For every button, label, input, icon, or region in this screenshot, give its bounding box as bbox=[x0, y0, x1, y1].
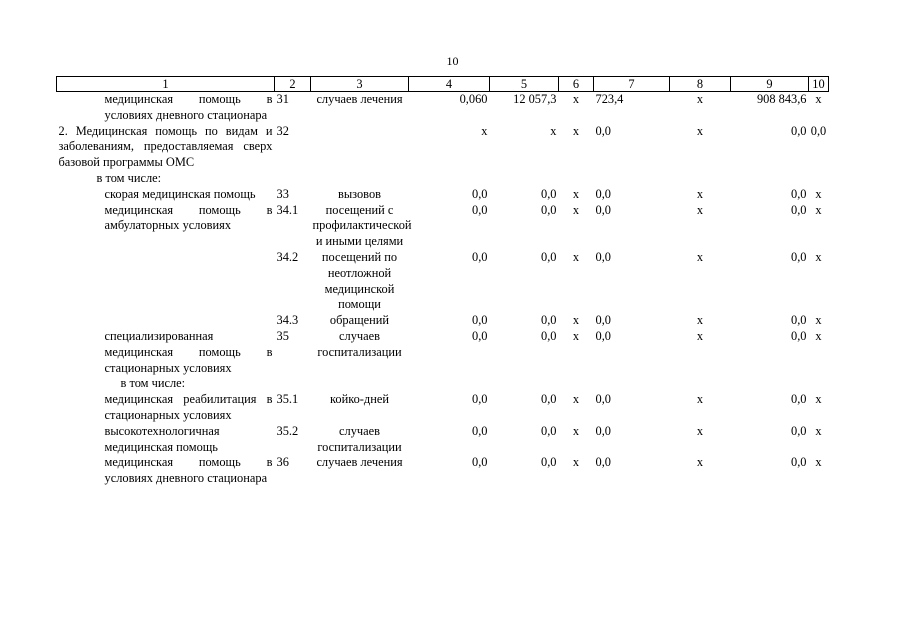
cell-col-5: 0,0 bbox=[541, 249, 557, 264]
cell-col-7 bbox=[594, 376, 670, 392]
cell-col-7: 0,0 bbox=[595, 455, 611, 470]
cell-col-6: x bbox=[572, 92, 580, 106]
cell-col-5: 0,0 bbox=[541, 313, 557, 328]
cell-col-5: 0,0 bbox=[541, 423, 557, 438]
header-col-8: 8 bbox=[670, 77, 731, 92]
cell-col-8: x bbox=[696, 455, 704, 470]
row-unit: случаев лечения bbox=[316, 92, 403, 106]
cell-col-5 bbox=[490, 171, 559, 187]
cell-col-10: x bbox=[815, 423, 822, 438]
row-number: 31 bbox=[276, 92, 289, 106]
cell-col-6: x bbox=[572, 313, 580, 328]
cell-col-4: 0,0 bbox=[472, 186, 488, 201]
cell-col-10: x bbox=[815, 328, 822, 343]
cell-col-9: 908 843,6 bbox=[756, 92, 807, 106]
cell-col-8: x bbox=[696, 186, 704, 201]
cell-col-10 bbox=[809, 376, 829, 392]
cell-col-9: 0,0 bbox=[791, 328, 807, 343]
row-label: медицинская реабилитация в стационарных условиях bbox=[104, 392, 273, 422]
cell-col-4 bbox=[409, 376, 490, 392]
cell-col-5: 12 057,3 bbox=[513, 92, 557, 106]
row-number: 34.2 bbox=[276, 249, 299, 264]
header-row bbox=[57, 77, 829, 92]
cell-col-7: 0,0 bbox=[595, 249, 611, 264]
cell-col-4: 0,0 bbox=[472, 313, 488, 328]
row-label: специализированная медицинская помощь в стационарных условиях bbox=[104, 328, 273, 375]
row-label bbox=[57, 313, 275, 329]
cell-col-8: x bbox=[696, 202, 704, 217]
cell-col-5: 0,0 bbox=[541, 392, 557, 407]
header-col-6: 6 bbox=[559, 77, 594, 92]
page-number: 10 bbox=[446, 54, 459, 68]
row-number: 35.2 bbox=[276, 423, 299, 438]
cell-col-7: 0,0 bbox=[595, 328, 611, 343]
cell-col-4: x bbox=[481, 123, 488, 138]
header-col-7: 7 bbox=[594, 77, 670, 92]
cell-col-4: 0,0 bbox=[472, 455, 488, 470]
row-number: 36 bbox=[276, 455, 289, 470]
cell-col-6: x bbox=[572, 455, 580, 470]
row-number: 34.3 bbox=[276, 313, 299, 328]
cell-col-8: x bbox=[696, 423, 704, 438]
cell-col-8 bbox=[670, 376, 731, 392]
cell-col-4: 0,0 bbox=[472, 202, 488, 217]
cell-col-9: 0,0 bbox=[791, 202, 807, 217]
row-unit bbox=[311, 171, 409, 187]
cell-col-7: 0,0 bbox=[595, 392, 611, 407]
cell-col-6: x bbox=[572, 249, 580, 264]
cell-col-10: x bbox=[815, 202, 822, 217]
cell-col-6: x bbox=[572, 202, 580, 217]
cell-col-10: x bbox=[815, 186, 822, 201]
row-label: 2. Медицинская помощь по видам и заболеваниям, предоставляемая сверх базовой программы ОМС bbox=[58, 123, 273, 170]
header-col-10: 10 bbox=[809, 77, 829, 92]
table-row bbox=[57, 187, 829, 203]
cell-col-4 bbox=[409, 171, 490, 187]
cell-col-7: 0,0 bbox=[595, 202, 611, 217]
cell-col-4: 0,060 bbox=[459, 92, 488, 106]
row-unit: посещений с профилактической и иными целями bbox=[312, 202, 412, 249]
cell-col-9: 0,0 bbox=[791, 249, 807, 264]
row-unit: случаев госпитализации bbox=[317, 328, 402, 359]
cell-col-5: 0,0 bbox=[541, 328, 557, 343]
header-col-9: 9 bbox=[731, 77, 809, 92]
row-label: медицинская помощь в условиях дневного стационара bbox=[104, 92, 273, 122]
row-number: 35 bbox=[276, 328, 289, 343]
cell-col-8: x bbox=[696, 92, 704, 106]
cell-col-6 bbox=[559, 376, 594, 392]
table-row bbox=[57, 313, 829, 329]
cell-col-10 bbox=[809, 171, 829, 187]
cell-col-8 bbox=[670, 171, 731, 187]
cell-col-10: x bbox=[815, 92, 822, 106]
row-number: 35.1 bbox=[276, 392, 299, 407]
row-number: 32 bbox=[276, 123, 289, 138]
cell-col-6: x bbox=[572, 328, 580, 343]
cell-col-10: x bbox=[815, 392, 822, 407]
cell-col-9: 0,0 bbox=[791, 313, 807, 328]
header-col-3: 3 bbox=[311, 77, 409, 92]
cell-col-8: x bbox=[696, 313, 704, 328]
cell-col-8: x bbox=[696, 328, 704, 343]
table-row bbox=[57, 455, 829, 487]
row-number bbox=[275, 171, 311, 187]
cell-col-5: 0,0 bbox=[541, 455, 557, 470]
row-unit: посещений по неотложной медицинской помощи bbox=[321, 249, 398, 312]
cell-col-5: x bbox=[550, 123, 557, 138]
cell-col-6 bbox=[559, 171, 594, 187]
row-unit bbox=[311, 376, 409, 392]
cell-col-9: 0,0 bbox=[791, 423, 807, 438]
cell-col-9: 0,0 bbox=[791, 186, 807, 201]
cell-col-7 bbox=[594, 171, 670, 187]
header-col-5: 5 bbox=[490, 77, 559, 92]
data-table bbox=[56, 76, 829, 487]
row-unit: случаев госпитализации bbox=[317, 423, 402, 454]
row-number bbox=[275, 376, 311, 392]
table-row bbox=[57, 171, 829, 187]
cell-col-8: x bbox=[696, 123, 704, 138]
cell-col-10: 0,0 bbox=[810, 123, 827, 138]
row-number: 34.1 bbox=[276, 202, 299, 217]
row-label: высокотехнологичная медицинская помощь bbox=[104, 423, 220, 454]
cell-col-4: 0,0 bbox=[472, 423, 488, 438]
table-row bbox=[57, 392, 829, 424]
cell-col-10: x bbox=[815, 249, 822, 264]
cell-col-4: 0,0 bbox=[472, 328, 488, 343]
cell-col-9 bbox=[731, 171, 809, 187]
table-row bbox=[57, 376, 829, 392]
row-unit: обращений bbox=[329, 313, 390, 328]
row-unit: случаев лечения bbox=[316, 455, 403, 470]
cell-col-9: 0,0 bbox=[791, 455, 807, 470]
table-row bbox=[57, 424, 829, 456]
cell-col-5: 0,0 bbox=[541, 202, 557, 217]
row-label: в том числе: bbox=[96, 170, 162, 185]
row-label: медицинская помощь в условиях дневного стационара bbox=[104, 455, 273, 486]
row-label: в том числе: bbox=[120, 376, 186, 391]
row-label: медицинская помощь в амбулаторных условиях bbox=[104, 202, 273, 233]
cell-col-4: 0,0 bbox=[472, 249, 488, 264]
row-label bbox=[57, 250, 275, 313]
cell-col-6: x bbox=[572, 423, 580, 438]
cell-col-5 bbox=[490, 376, 559, 392]
row-number: 33 bbox=[276, 186, 289, 201]
cell-col-8: x bbox=[696, 249, 704, 264]
cell-col-7: 0,0 bbox=[595, 123, 611, 138]
cell-col-7: 0,0 bbox=[595, 313, 611, 328]
table-row bbox=[57, 124, 829, 171]
row-unit bbox=[311, 124, 409, 171]
table-row bbox=[57, 329, 829, 376]
cell-col-6: x bbox=[572, 186, 580, 201]
header-col-2: 2 bbox=[275, 77, 311, 92]
cell-col-9: 0,0 bbox=[791, 392, 807, 407]
cell-col-6: x bbox=[572, 392, 580, 407]
header-col-4: 4 bbox=[409, 77, 490, 92]
header-col-1: 1 bbox=[57, 77, 275, 92]
row-label: скорая медицинская помощь bbox=[104, 186, 256, 201]
cell-col-10: x bbox=[815, 313, 822, 328]
cell-col-7: 0,0 bbox=[595, 186, 611, 201]
cell-col-9 bbox=[731, 376, 809, 392]
table-row bbox=[57, 203, 829, 250]
cell-col-5: 0,0 bbox=[541, 186, 557, 201]
cell-col-8: x bbox=[696, 392, 704, 407]
cell-col-10: x bbox=[815, 455, 822, 470]
cell-col-9: 0,0 bbox=[791, 123, 807, 138]
cell-col-6: x bbox=[572, 123, 580, 138]
row-unit: койко-дней bbox=[330, 392, 389, 407]
table-row bbox=[57, 92, 829, 124]
cell-col-7: 723,4 bbox=[595, 92, 624, 106]
table-row bbox=[57, 250, 829, 313]
cell-col-7: 0,0 bbox=[595, 423, 611, 438]
cell-col-4: 0,0 bbox=[472, 392, 488, 407]
row-unit: вызовов bbox=[337, 186, 381, 201]
